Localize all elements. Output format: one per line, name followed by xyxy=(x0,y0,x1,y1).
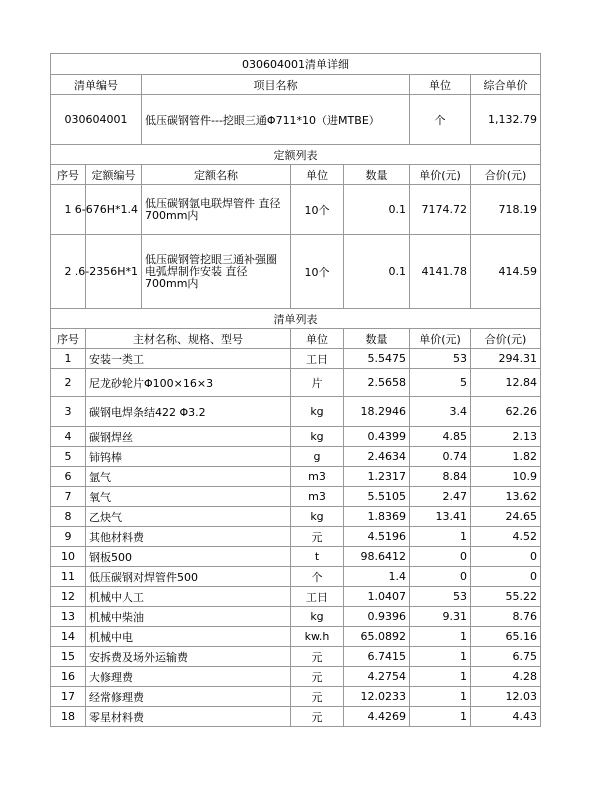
material-name: 经常修理费 xyxy=(86,687,291,707)
material-name: 乙炔气 xyxy=(86,507,291,527)
quota-name: 低压碳钢管挖眼三通补强圈 电弧焊制作安装 直径700mm内 xyxy=(142,235,291,309)
sheet-title: 030604001清单详细 xyxy=(51,54,541,75)
material-seq: 4 xyxy=(51,427,86,447)
material-name: 碳钢焊丝 xyxy=(86,427,291,447)
material-qty: 4.2754 xyxy=(344,667,410,687)
material-seq: 11 xyxy=(51,567,86,587)
material-unit: m3 xyxy=(291,487,344,507)
material-qty: 1.2317 xyxy=(344,467,410,487)
quota-unit: 10个 xyxy=(291,235,344,309)
material-qty: 5.5475 xyxy=(344,349,410,369)
material-unit: 元 xyxy=(291,647,344,667)
material-qty: 5.5105 xyxy=(344,487,410,507)
material-row xyxy=(51,507,541,527)
material-unit-header: 单位 xyxy=(291,329,344,349)
material-unit: 元 xyxy=(291,707,344,727)
material-price: 1 xyxy=(410,527,471,547)
material-row xyxy=(51,397,541,427)
material-seq: 8 xyxy=(51,507,86,527)
quota-code: 6-676H*1.4 xyxy=(86,185,142,235)
material-qty: 0.4399 xyxy=(344,427,410,447)
material-unit: 元 xyxy=(291,527,344,547)
material-unit: kw.h xyxy=(291,627,344,647)
material-qty: 4.5196 xyxy=(344,527,410,547)
material-unit: g xyxy=(291,447,344,467)
material-row xyxy=(51,547,541,567)
material-qty: 0.9396 xyxy=(344,607,410,627)
material-total: 0 xyxy=(471,567,541,587)
item-code-header: 清单编号 xyxy=(51,75,142,95)
item-header-row xyxy=(51,75,541,95)
material-total: 10.9 xyxy=(471,467,541,487)
detail-sheet xyxy=(50,53,540,727)
material-total: 2.13 xyxy=(471,427,541,447)
item-price-header: 综合单价 xyxy=(471,75,541,95)
item-code: 030604001 xyxy=(51,95,142,145)
material-name: 其他材料费 xyxy=(86,527,291,547)
material-qty: 6.7415 xyxy=(344,647,410,667)
item-name-header: 项目名称 xyxy=(142,75,410,95)
material-name: 机械中人工 xyxy=(86,587,291,607)
quota-qty: 0.1 xyxy=(344,235,410,309)
material-section-row xyxy=(51,309,541,329)
material-row xyxy=(51,487,541,507)
quota-code-header: 定额编号 xyxy=(86,165,142,185)
material-qty: 4.4269 xyxy=(344,707,410,727)
material-unit: 元 xyxy=(291,667,344,687)
material-price: 4.85 xyxy=(410,427,471,447)
quota-seq: 1 xyxy=(51,185,86,235)
material-seq-header: 序号 xyxy=(51,329,86,349)
quota-section-row xyxy=(51,145,541,165)
material-total: 24.65 xyxy=(471,507,541,527)
material-qty: 1.8369 xyxy=(344,507,410,527)
material-seq: 1 xyxy=(51,349,86,369)
material-row xyxy=(51,707,541,727)
material-total: 0 xyxy=(471,547,541,567)
material-total: 13.62 xyxy=(471,487,541,507)
material-total: 12.03 xyxy=(471,687,541,707)
material-unit: kg xyxy=(291,607,344,627)
quota-seq-header: 序号 xyxy=(51,165,86,185)
material-total: 4.28 xyxy=(471,667,541,687)
material-unit: kg xyxy=(291,507,344,527)
quota-price: 7174.72 xyxy=(410,185,471,235)
material-row xyxy=(51,587,541,607)
quota-unit-header: 单位 xyxy=(291,165,344,185)
material-seq: 5 xyxy=(51,447,86,467)
material-price: 0 xyxy=(410,567,471,587)
material-total: 65.16 xyxy=(471,627,541,647)
material-price: 2.47 xyxy=(410,487,471,507)
quota-qty-header: 数量 xyxy=(344,165,410,185)
material-unit: kg xyxy=(291,397,344,427)
material-row xyxy=(51,447,541,467)
material-price: 1 xyxy=(410,667,471,687)
quota-total-header: 合价(元) xyxy=(471,165,541,185)
material-seq: 10 xyxy=(51,547,86,567)
material-row xyxy=(51,627,541,647)
material-total: 12.84 xyxy=(471,369,541,397)
material-seq: 12 xyxy=(51,587,86,607)
material-row xyxy=(51,467,541,487)
material-price: 9.31 xyxy=(410,607,471,627)
material-price: 53 xyxy=(410,587,471,607)
material-name: 机械中电 xyxy=(86,627,291,647)
material-total-header: 合价(元) xyxy=(471,329,541,349)
material-price-header: 单价(元) xyxy=(410,329,471,349)
material-total: 55.22 xyxy=(471,587,541,607)
material-row xyxy=(51,369,541,397)
quota-qty: 0.1 xyxy=(344,185,410,235)
quota-row xyxy=(51,235,541,309)
material-price: 3.4 xyxy=(410,397,471,427)
item-name: 低压碳钢管件---挖眼三通Φ711*10（进MTBE） xyxy=(142,95,410,145)
material-qty: 1.0407 xyxy=(344,587,410,607)
material-header-row xyxy=(51,329,541,349)
quota-price-header: 单价(元) xyxy=(410,165,471,185)
material-price: 0.74 xyxy=(410,447,471,467)
material-price: 1 xyxy=(410,647,471,667)
material-section-title: 清单列表 xyxy=(51,309,541,329)
material-qty-header: 数量 xyxy=(344,329,410,349)
material-name-header: 主材名称、规格、型号 xyxy=(86,329,291,349)
material-seq: 18 xyxy=(51,707,86,727)
material-total: 6.75 xyxy=(471,647,541,667)
material-name: 低压碳钢对焊管件500 xyxy=(86,567,291,587)
quota-unit: 10个 xyxy=(291,185,344,235)
material-qty: 12.0233 xyxy=(344,687,410,707)
material-total: 294.31 xyxy=(471,349,541,369)
material-seq: 7 xyxy=(51,487,86,507)
material-price: 1 xyxy=(410,687,471,707)
material-price: 1 xyxy=(410,627,471,647)
material-seq: 14 xyxy=(51,627,86,647)
material-row xyxy=(51,527,541,547)
detail-table-body xyxy=(51,54,541,727)
material-name: 零星材料费 xyxy=(86,707,291,727)
material-row xyxy=(51,607,541,627)
material-total: 1.82 xyxy=(471,447,541,467)
item-price: 1,132.79 xyxy=(471,95,541,145)
quota-section-title: 定额列表 xyxy=(51,145,541,165)
material-name: 机械中柴油 xyxy=(86,607,291,627)
quota-code: 6-2356H*1. xyxy=(86,235,142,309)
material-total: 4.52 xyxy=(471,527,541,547)
material-row xyxy=(51,667,541,687)
material-name: 安拆费及场外运输费 xyxy=(86,647,291,667)
material-seq: 16 xyxy=(51,667,86,687)
material-qty: 2.5658 xyxy=(344,369,410,397)
material-seq: 17 xyxy=(51,687,86,707)
material-unit: 工日 xyxy=(291,587,344,607)
material-seq: 15 xyxy=(51,647,86,667)
quota-row xyxy=(51,185,541,235)
material-unit: 元 xyxy=(291,687,344,707)
material-name: 安装一类工 xyxy=(86,349,291,369)
item-row xyxy=(51,95,541,145)
quota-seq: 2 xyxy=(51,235,86,309)
material-qty: 2.4634 xyxy=(344,447,410,467)
material-price: 1 xyxy=(410,707,471,727)
material-row xyxy=(51,647,541,667)
material-seq: 9 xyxy=(51,527,86,547)
quota-name-header: 定额名称 xyxy=(142,165,291,185)
material-price: 5 xyxy=(410,369,471,397)
material-row xyxy=(51,349,541,369)
quota-total: 414.59 xyxy=(471,235,541,309)
material-name: 钢板500 xyxy=(86,547,291,567)
material-name: 碳钢电焊条结422 Φ3.2 xyxy=(86,397,291,427)
material-unit: 工日 xyxy=(291,349,344,369)
material-name: 铈钨棒 xyxy=(86,447,291,467)
quota-name: 低压碳钢氩电联焊管件 直径700mm内 xyxy=(142,185,291,235)
material-unit: kg xyxy=(291,427,344,447)
quota-header-row xyxy=(51,165,541,185)
title-row xyxy=(51,54,541,75)
material-name: 大修理费 xyxy=(86,667,291,687)
material-name: 氩气 xyxy=(86,467,291,487)
item-unit-header: 单位 xyxy=(410,75,471,95)
material-qty: 98.6412 xyxy=(344,547,410,567)
material-total: 62.26 xyxy=(471,397,541,427)
material-unit: m3 xyxy=(291,467,344,487)
material-unit: t xyxy=(291,547,344,567)
material-unit: 个 xyxy=(291,567,344,587)
material-seq: 3 xyxy=(51,397,86,427)
material-row xyxy=(51,567,541,587)
material-row xyxy=(51,427,541,447)
material-price: 8.84 xyxy=(410,467,471,487)
quota-price: 4141.78 xyxy=(410,235,471,309)
material-seq: 6 xyxy=(51,467,86,487)
material-price: 13.41 xyxy=(410,507,471,527)
material-row xyxy=(51,687,541,707)
material-price: 0 xyxy=(410,547,471,567)
detail-table xyxy=(50,53,541,727)
material-qty: 1.4 xyxy=(344,567,410,587)
material-qty: 18.2946 xyxy=(344,397,410,427)
quota-total: 718.19 xyxy=(471,185,541,235)
material-price: 53 xyxy=(410,349,471,369)
material-qty: 65.0892 xyxy=(344,627,410,647)
material-unit: 片 xyxy=(291,369,344,397)
material-name: 氧气 xyxy=(86,487,291,507)
material-total: 8.76 xyxy=(471,607,541,627)
material-name: 尼龙砂轮片Φ100×16×3 xyxy=(86,369,291,397)
material-total: 4.43 xyxy=(471,707,541,727)
material-seq: 13 xyxy=(51,607,86,627)
material-seq: 2 xyxy=(51,369,86,397)
item-unit: 个 xyxy=(410,95,471,145)
